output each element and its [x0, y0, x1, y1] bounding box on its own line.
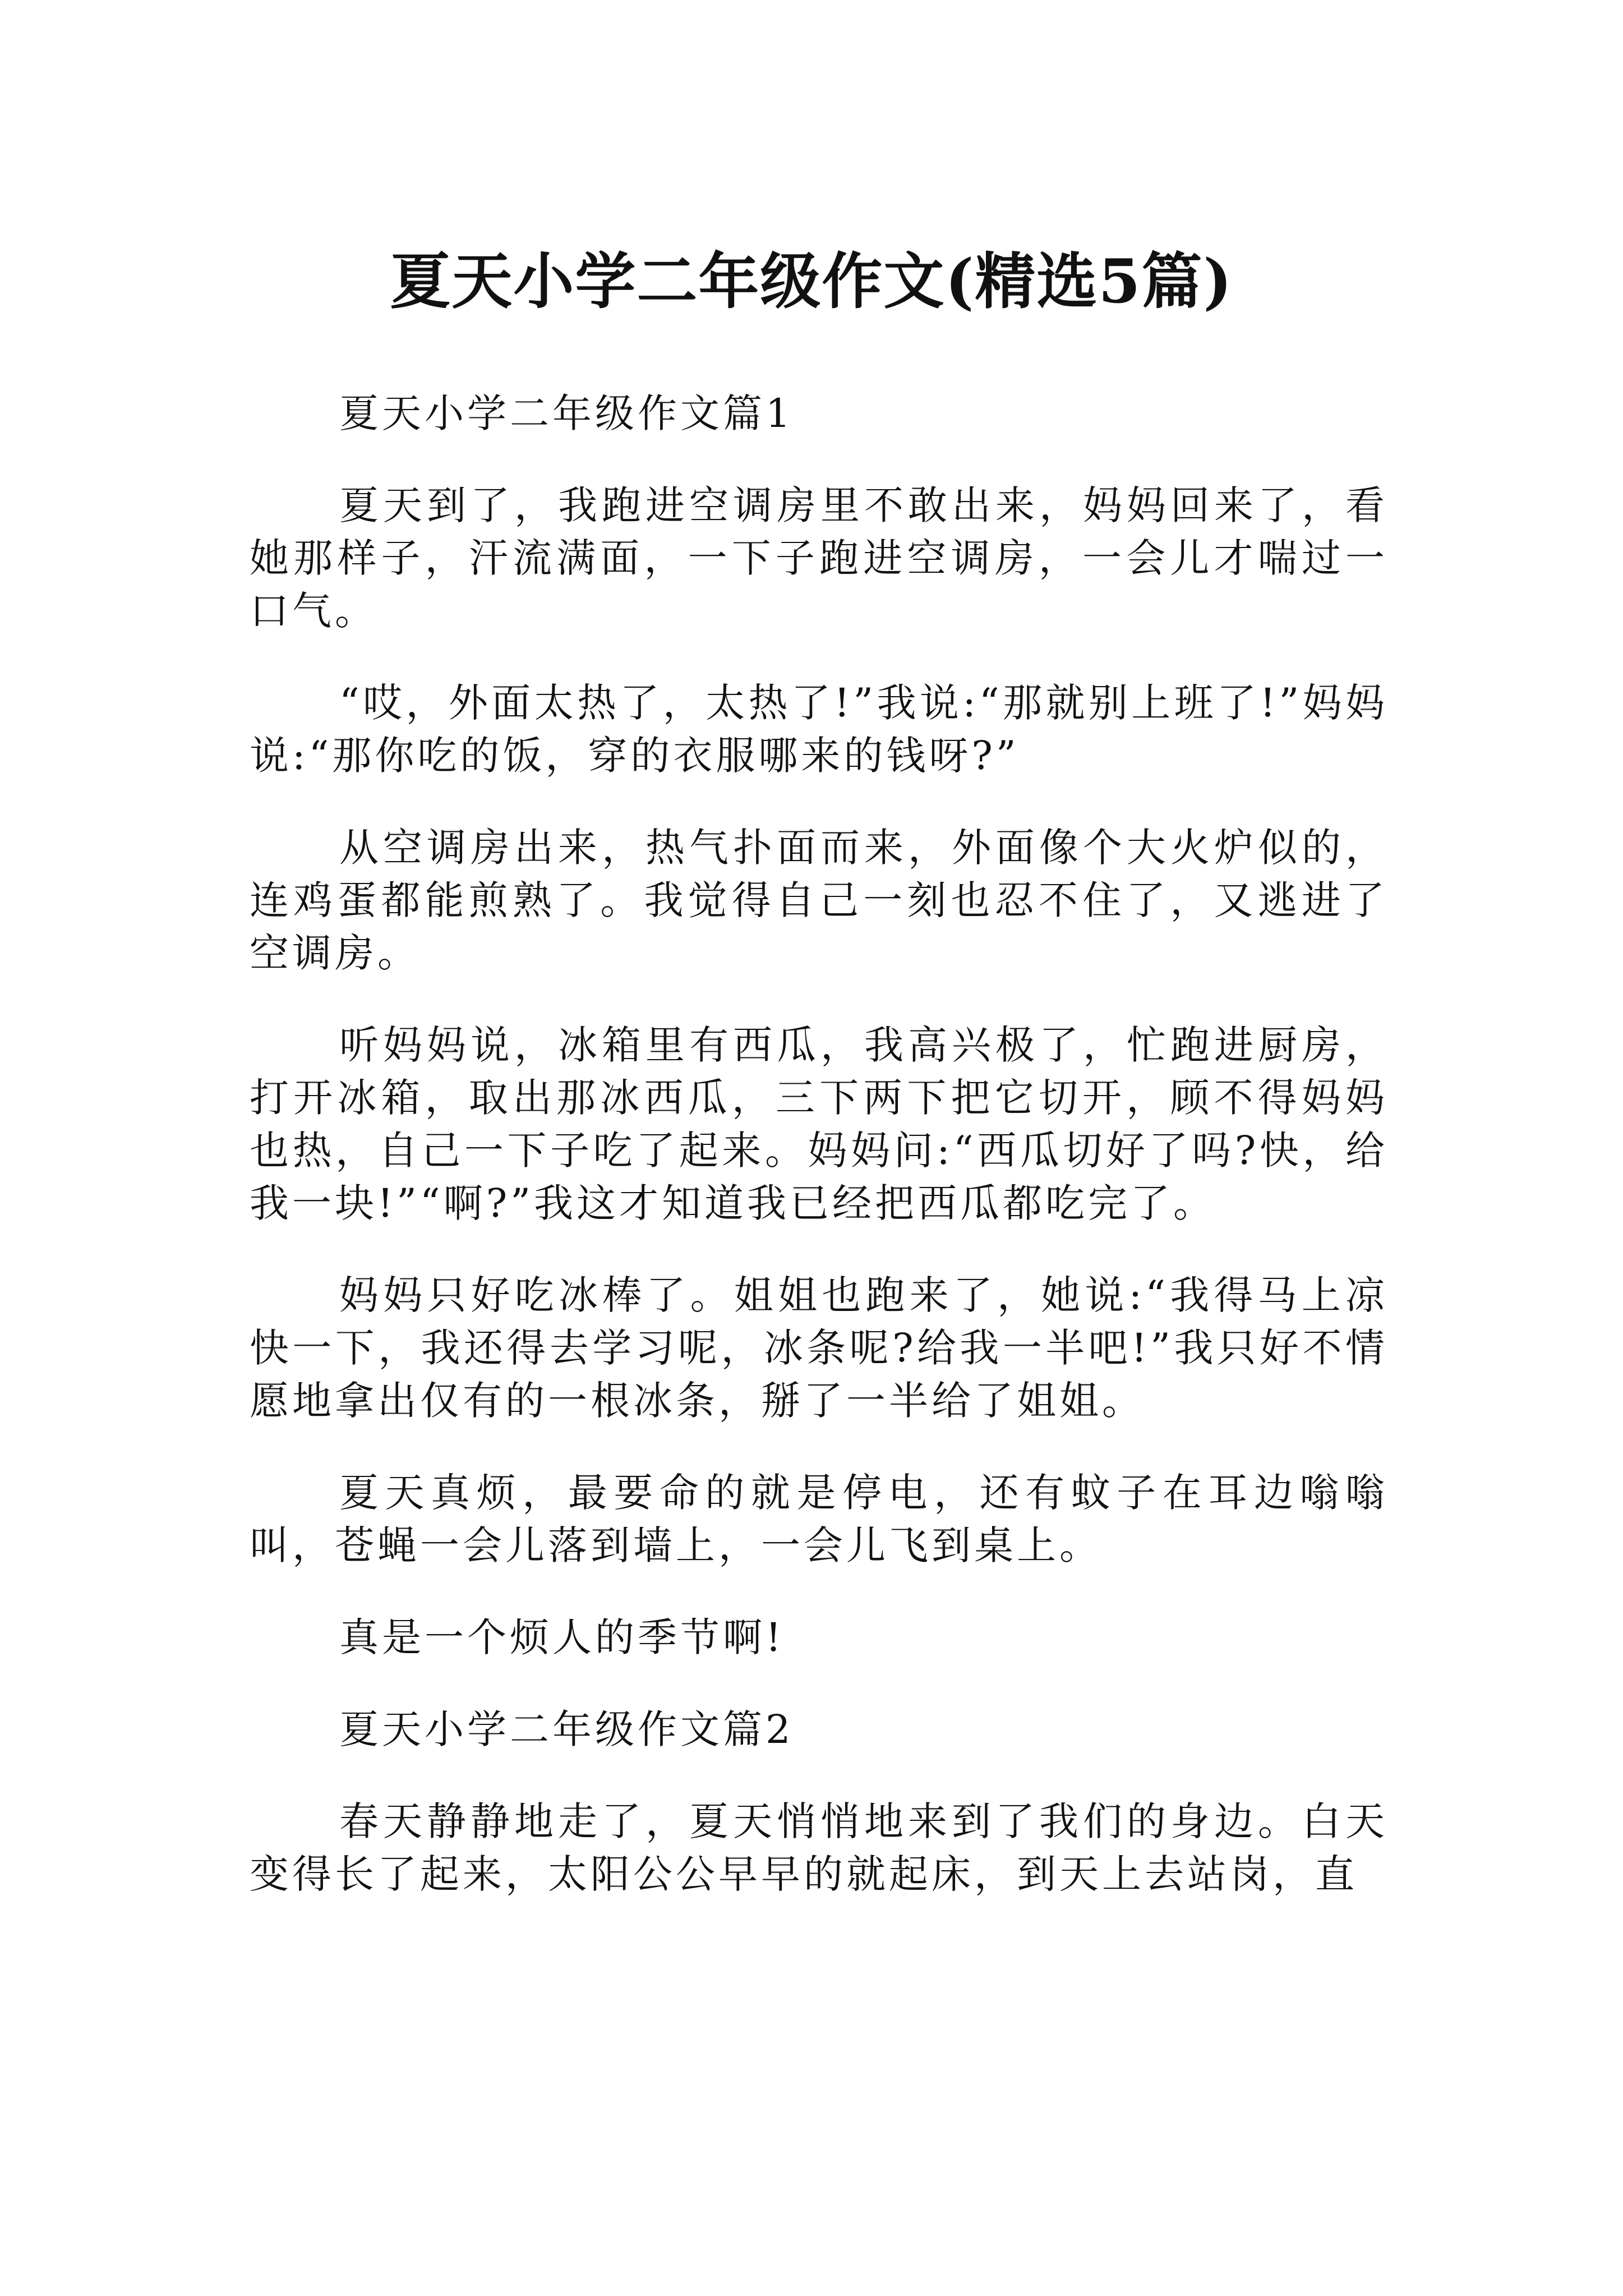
section-heading-2: 夏天小学二年级作文篇2 [339, 1706, 794, 1752]
paragraph: “哎，外面太热了，太热了!”我说:“那就别上班了!”妈妈说:“那你吃的饭，穿的衣服哪来的钱呀?” [250, 680, 1388, 779]
paragraph: 听妈妈说，冰箱里有西瓜，我高兴极了，忙跑进厨房，打开冰箱，取出那冰西瓜，三下两下把它切开，顾不得妈妈也热，自己一下子吃了起来。妈妈问:“西瓜切好了吗?快，给我一块!”“啊?”我这才知道我已经把西瓜都吃完了。 [250, 1022, 1388, 1226]
document-body [250, 387, 1388, 1901]
document-title: 夏天小学二年级作文(精选5篇) [390, 246, 1233, 318]
paragraph: 夏天真烦，最要命的就是停电，还有蚊子在耳边嗡嗡叫，苍蝇一会儿落到墙上，一会儿飞到桌上。 [250, 1470, 1388, 1568]
paragraph: 夏天到了，我跑进空调房里不敢出来，妈妈回来了，看她那样子，汗流满面，一下子跑进空调房，一会儿才喘过一口气。 [250, 482, 1388, 634]
section-heading-1: 夏天小学二年级作文篇1 [339, 390, 794, 436]
paragraph: 从空调房出来，热气扑面而来，外面像个大火炉似的，连鸡蛋都能煎熟了。我觉得自己一刻也忍不住了，又逃进了空调房。 [250, 825, 1388, 976]
paragraph: 春天静静地走了，夏天悄悄地来到了我们的身边。白天变得长了起来，太阳公公早早的就起床，到天上去站岗，直 [250, 1798, 1388, 1897]
paragraph: 妈妈只好吃冰棒了。姐姐也跑来了，她说:“我得马上凉快一下，我还得去学习呢，冰条呢?给我一半吧!”我只好不情愿地拿出仅有的一根冰条，掰了一半给了姐姐。 [250, 1272, 1388, 1424]
paragraph: 真是一个烦人的季节啊! [339, 1614, 785, 1660]
